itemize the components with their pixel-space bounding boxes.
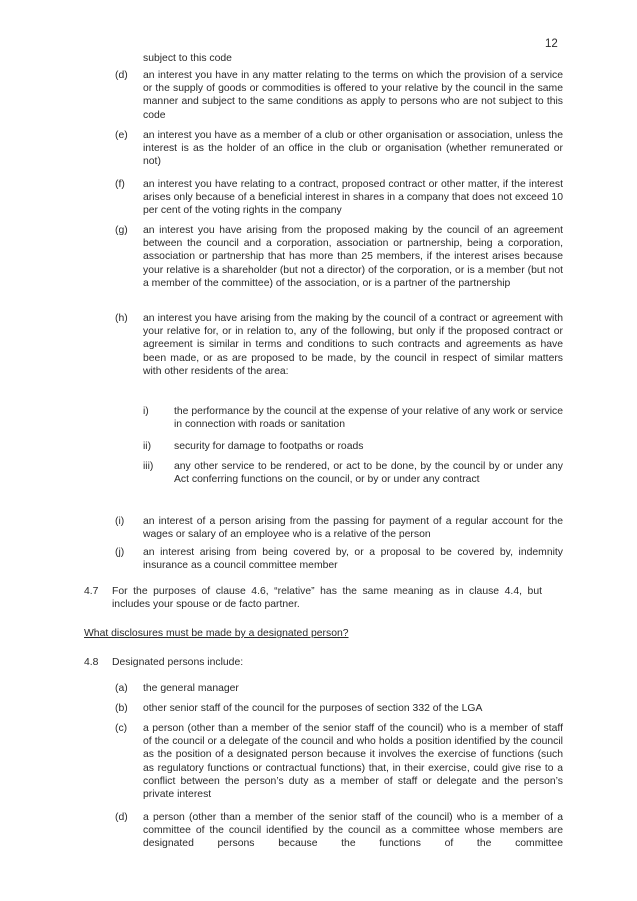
item-label: (a) bbox=[115, 683, 128, 694]
page-number: 12 bbox=[545, 38, 558, 50]
subitem-text: security for damage to footpaths or roads bbox=[174, 441, 364, 452]
item-label: (h) bbox=[115, 313, 128, 324]
item-text: a person (other than a member of the senior staff of the council) who is a member of staff of the council or a delegate of the council and who holds a position identified by the council as the position of a designated person because it involves the exercise of functions (such as regulatory functions or contractual functions) that, in their exercise, could give rise to a conflict between the person’s duty as a member of staff or delegate and the person’s private interest bbox=[143, 723, 563, 801]
subitem-text: the performance by the council at the expense of your relative of any work or service in connection with roads or sanitation bbox=[174, 406, 563, 431]
item-label: (f) bbox=[115, 179, 125, 190]
subitem-text: any other service to be rendered, or act to be done, by the council by or under any Act conferring functions on the council, or by or under any contract bbox=[174, 461, 563, 486]
subitem-label: i) bbox=[143, 406, 149, 417]
item-label: (g) bbox=[115, 225, 128, 236]
clause-label: 4.7 bbox=[84, 586, 99, 597]
subitem-label: ii) bbox=[143, 441, 152, 452]
item-text: an interest you have relating to a contract, proposed contract or other matter, if the interest arises only because of a beneficial interest in shares in a company that does not exceed 10 per cent of the voting rights in the company bbox=[143, 179, 563, 217]
item-text: an interest you have in any matter relating to the terms on which the provision of a service or the supply of goods or commodities is offered to your relative by the council in the same manner and subject to the same conditions as apply to persons who are not subject to this code bbox=[143, 70, 563, 121]
item-label: (e) bbox=[115, 130, 128, 141]
item-label: (j) bbox=[115, 547, 125, 558]
item-text: an interest you have arising from the proposed making by the council of an agreement between the council and a corporation, association or partnership, being a corporation, association or partnership that has more than 25 members, if the interest arises because your relative is a shareholder (but not a director) of the corporation, or is a member (but not a member of the committee) of the association, or is a partner of the partnership bbox=[143, 225, 563, 289]
subitem-label: iii) bbox=[143, 461, 154, 472]
clause-text: Designated persons include: bbox=[112, 657, 244, 668]
item-text: an interest you have as a member of a club or other organisation or association, unless the interest is as the holder of an office in the club or organisation (whether remunerated or not) bbox=[143, 130, 563, 168]
item-text: a person (other than a member of the senior staff of the council) who is a member of a committee of the council identified by the council as a committee whose members are designated persons because the functions of the committee bbox=[143, 812, 563, 850]
item-label: (d) bbox=[115, 70, 128, 81]
item-label: (i) bbox=[115, 516, 125, 527]
item-label: (c) bbox=[115, 723, 128, 734]
item-text: other senior staff of the council for the purposes of section 332 of the LGA bbox=[143, 703, 483, 714]
item-label: (d) bbox=[115, 812, 128, 823]
continuation-text: subject to this code bbox=[143, 53, 232, 64]
clause-label: 4.8 bbox=[84, 657, 99, 668]
item-text: an interest of a person arising from the passing for payment of a regular account for the wages or salary of an employee who is a relative of the person bbox=[143, 516, 563, 541]
section-heading: What disclosures must be made by a designated person? bbox=[84, 628, 349, 639]
item-text: an interest you have arising from the making by the council of a contract or agreement with your relative for, or in relation to, any of the following, but only if the proposed contract or agreement is similar in terms and conditions to such contracts and agreements as have been made, or as are proposed to be made, by the council in respect of similar matters with other residents of the area: bbox=[143, 313, 563, 377]
item-label: (b) bbox=[115, 703, 128, 714]
clause-text: For the purposes of clause 4.6, “relative” has the same meaning as in clause 4.4, but includes your spouse or de facto partner. bbox=[112, 586, 542, 611]
item-text: an interest arising from being covered by, or a proposal to be covered by, indemnity insurance as a council committee member bbox=[143, 547, 563, 572]
item-text: the general manager bbox=[143, 683, 239, 694]
